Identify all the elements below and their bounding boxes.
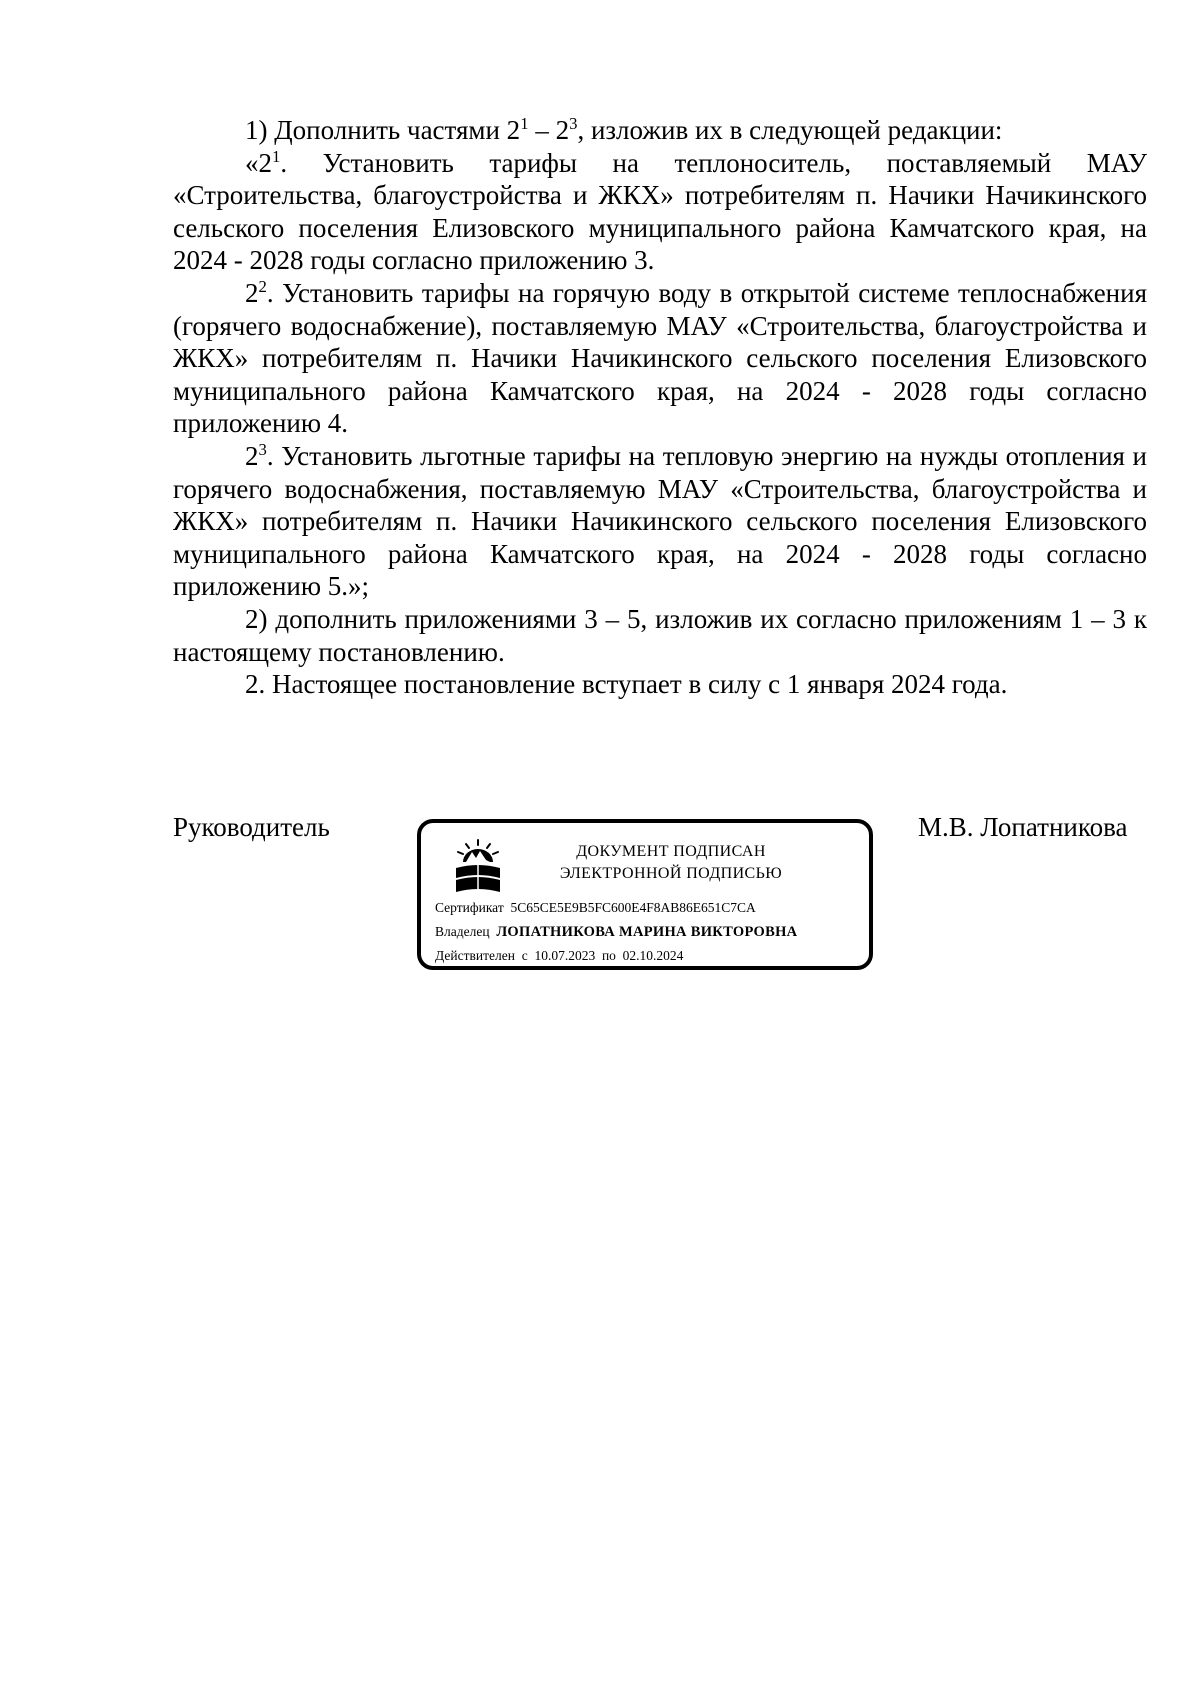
paragraph-1-sup-2: 3	[569, 113, 578, 133]
document-body	[173, 114, 1147, 701]
electronic-signature-stamp	[417, 819, 873, 970]
stamp-header-line-1: ДОКУМЕНТ ПОДПИСАН	[576, 843, 766, 860]
certificate-value: 5C65CE5E9B5FC600E4F8AB86E651C7CA	[510, 900, 756, 915]
paragraph-1	[173, 114, 1147, 147]
paragraph-3-text: . Установить тарифы на горячую воду в открытой системе теплоснабжения (горячего водоснабжение), поставляемую МАУ «Строительства, благоустройства и ЖКХ» потребителям п. Начики Начикинского сельского поселения Елизовского муниципального района Камчатского края, на 2024 - 2028 годы согласно приложению 4.	[173, 277, 1147, 439]
paragraph-3	[173, 277, 1147, 440]
validity-to-date: 02.10.2024	[622, 948, 684, 963]
stamp-certificate-line	[435, 900, 756, 916]
validity-from-label: с	[521, 948, 528, 963]
owner-value: ЛОПАТНИКОВА МАРИНА ВИКТОРОВНА	[496, 924, 798, 940]
owner-label: Владелец	[435, 924, 490, 939]
stamp-validity-line	[435, 948, 683, 964]
signatory-title: Руководитель	[173, 812, 330, 842]
stamp-owner-line	[435, 924, 797, 941]
paragraph-1-text-b: – 2	[528, 115, 570, 145]
kamchatka-emblem-icon	[452, 838, 504, 896]
validity-from-date: 10.07.2023	[534, 948, 596, 963]
paragraph-6: 2. Настоящее постановление вступает в силу с 1 января 2024 года.	[245, 669, 1008, 700]
paragraph-5: 2) дополнить приложениями 3 – 5, изложив их согласно приложениям 1 – 3 к настоящему постановлению.	[173, 603, 1147, 667]
paragraph-2	[173, 147, 1147, 277]
stamp-header-line-2: ЭЛЕКТРОННОЙ ПОДПИСЬЮ	[559, 865, 783, 882]
paragraph-3-sup: 2	[258, 276, 267, 296]
paragraph-3-number: 2	[245, 277, 259, 308]
paragraph-4-sup: 3	[258, 439, 267, 459]
paragraph-4-text: . Установить льготные тарифы на тепловую энергию на нужды отопления и горячего водоснабжения, поставляемую МАУ «Строительства, благоустройства и ЖКХ» потребителям п. Начики Начикинского сельского поселения Елизовского муниципального района Камчатского края, на 2024 - 2028 годы согласно приложению 5.»;	[173, 440, 1147, 602]
paragraph-2-text: . Установить тарифы на теплоноситель, поставляемый МАУ «Строительства, благоустройства и ЖКХ» потребителям п. Начики Начикинского сельского поселения Елизовского муниципального района Камчатского края, на 2024 - 2028 годы согласно приложению 3.	[173, 147, 1147, 276]
paragraph-1-text-c: , изложив их в следующей редакции:	[577, 115, 1003, 145]
paragraph-2-sup: 1	[272, 146, 281, 166]
paragraph-1-sup-1: 1	[520, 113, 529, 133]
paragraph-4	[173, 440, 1147, 603]
paragraph-1-text-a: 1) Дополнить частями 2	[245, 115, 521, 145]
signatory-name: М.В. Лопатникова	[918, 812, 1128, 842]
certificate-label: Сертификат	[435, 900, 504, 915]
paragraph-4-number: 2	[245, 440, 259, 471]
validity-label: Действителен	[435, 948, 515, 963]
validity-to-label: по	[601, 948, 616, 963]
stamp-header	[521, 841, 821, 885]
paragraph-2-number: «2	[245, 147, 272, 178]
